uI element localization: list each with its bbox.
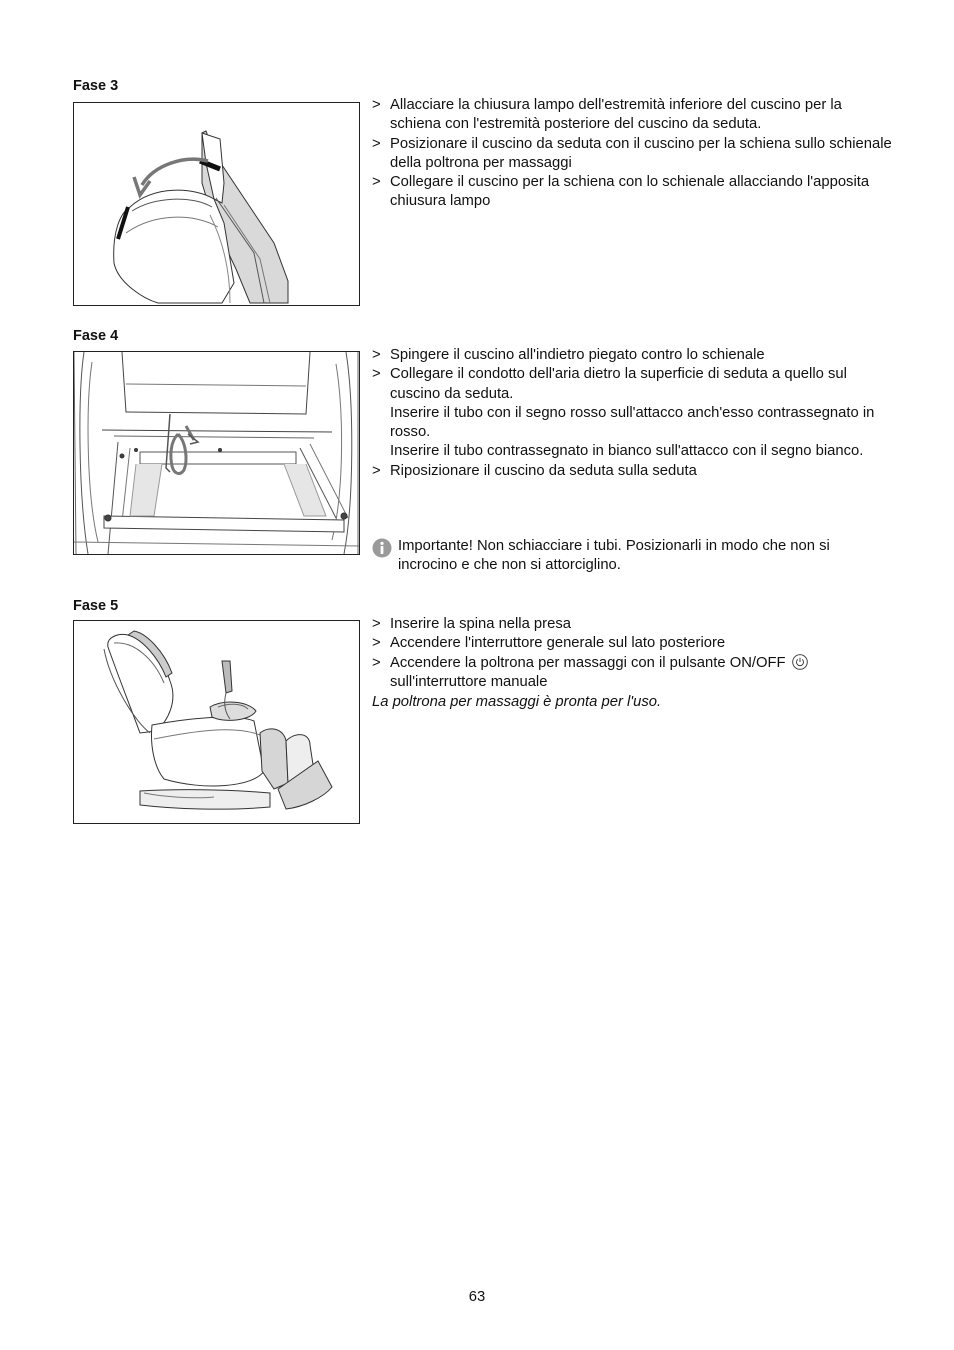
list-item: > Riposizionare il cuscino da seduta sulla seduta <box>372 462 892 481</box>
fase-5-illustration <box>73 620 360 824</box>
list-item: > Allacciare la chiusura lampo dell'estremità inferiore del cuscino per la schiena con l'estremità posteriore del cuscino da seduta. <box>372 96 892 135</box>
fase-3-illustration <box>73 102 360 306</box>
fase-4-illustration <box>73 351 360 555</box>
info-icon <box>372 538 392 558</box>
list-item: > Collegare il cuscino per la schiena con lo schienale allacciando l'apposita chiusura lampo <box>372 173 892 212</box>
list-item <box>372 654 892 693</box>
important-note <box>372 537 892 576</box>
page-number: 63 <box>468 1289 486 1305</box>
fase-3-steps <box>372 96 892 212</box>
note-text: Importante! Non schiacciare i tubi. Posizionarli in modo che non si incrocino e che non si attorciglino. <box>398 538 830 574</box>
power-icon <box>792 654 808 670</box>
fase-4-label: Fase 4 <box>73 328 119 344</box>
fase-5-label: Fase 5 <box>73 598 119 614</box>
fase-5-steps <box>372 615 892 692</box>
list-item-continuation: sull'interruttore manuale <box>390 673 548 690</box>
list-item-sub: Inserire il tubo contrassegnato in bianco sull'attacco con il segno bianco. <box>390 443 864 460</box>
list-item: > Spingere il cuscino all'indietro piegato contro lo schienale <box>372 346 892 365</box>
list-item-sub: Inserire il tubo con il segno rosso sull'attacco anch'esso contrassegnato in rosso. <box>390 404 875 441</box>
ready-message: La poltrona per massaggi è pronta per l'uso. <box>372 694 662 710</box>
list-item-text: Accendere la poltrona per massaggi con il pulsante ON/OFF <box>390 654 786 671</box>
list-item: > Inserire la spina nella presa <box>372 615 892 634</box>
fase-3-label: Fase 3 <box>73 78 119 94</box>
list-item: > Posizionare il cuscino da seduta con il cuscino per la schiena sullo schienale della poltrona per massaggi <box>372 135 892 174</box>
list-item: > Accendere l'interruttore generale sul lato posteriore <box>372 634 892 653</box>
list-item <box>372 365 892 461</box>
list-item-main: > Collegare il condotto dell'aria dietro la superficie di seduta a quello sul cuscino da seduta. <box>390 366 847 402</box>
fase-4-steps <box>372 346 892 481</box>
